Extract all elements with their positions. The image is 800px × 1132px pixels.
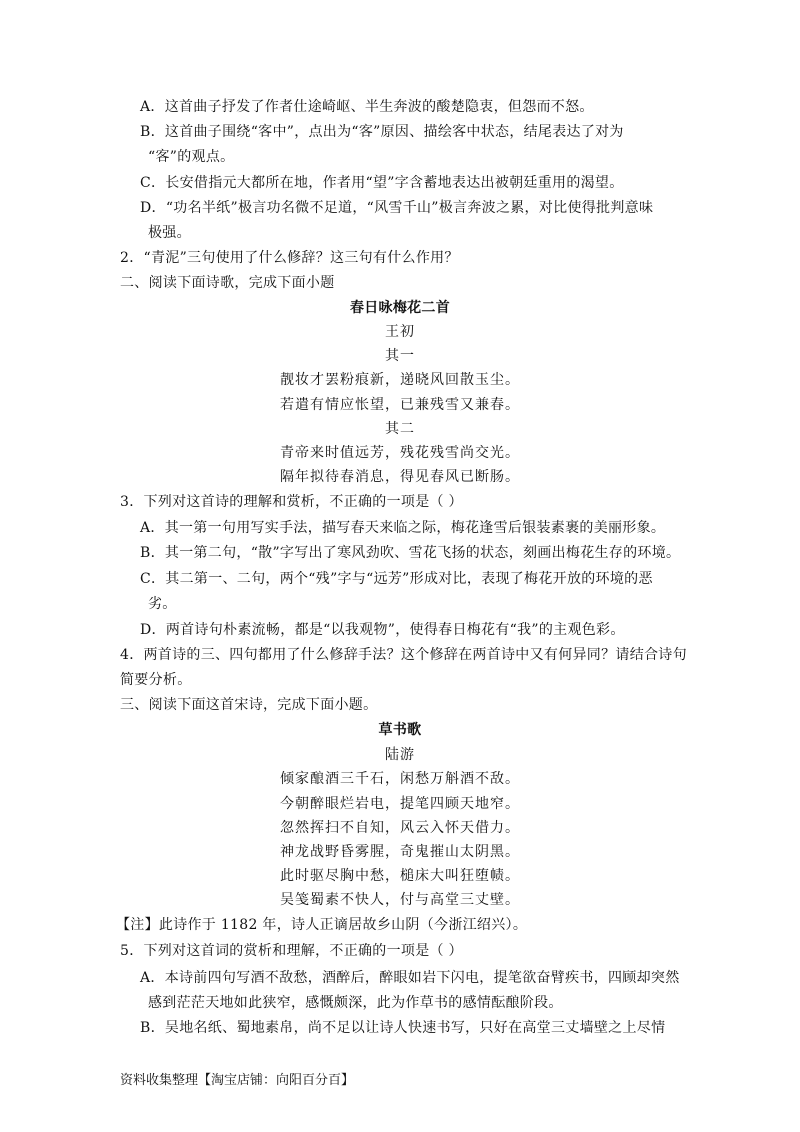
- section-2-heading: 二、阅读下面诗歌，完成下面小题: [120, 275, 335, 291]
- poem-2-title: 草书歌: [378, 722, 422, 738]
- poem-2-line: 吴笺蜀素不快人，付与高堂三丈壁。: [280, 892, 520, 908]
- question-2: 2．“青泥”三句使用了什么修辞？这三句有什么作用？: [120, 250, 459, 266]
- poem-1-line: 若遣有情应怅望，已兼残雪又兼春。: [280, 397, 520, 413]
- poem-2-author: 陆游: [385, 747, 415, 763]
- poem-note: 【注】此诗作于 1182 年，诗人正谪居故乡山阴（今浙江绍兴）。: [116, 917, 528, 933]
- q1-option-d-cont: 极强。: [148, 225, 191, 241]
- q3-option-b: B．其一第二句，“散”字写出了寒风劲吹、雪花飞扬的状态，刻画出梅花生存的环境。: [140, 545, 681, 561]
- question-3: 3．下列对这首诗的理解和赏析，不正确的一项是（ ）: [120, 494, 463, 510]
- poem-1-line: 隔年拟待春消息，得见春风已断肠。: [280, 469, 520, 485]
- poem-2-line: 倾家酿酒三千石，闲愁万斛酒不敌。: [280, 771, 520, 787]
- q5-option-a: A．本诗前四句写酒不敌愁，酒醉后，醉眼如岩下闪电，提笔欲奋臂疾书，四顾却突然: [140, 970, 680, 986]
- q1-option-c: C．长安借指元大都所在地，作者用“望”字含蓄地表达出被朝廷重用的渴望。: [140, 175, 624, 191]
- poem-1-title: 春日咏梅花二首: [349, 300, 451, 316]
- question-4: 4．两首诗的三、四句都用了什么修辞手法？这个修辞在两首诗中又有何异同？请结合诗句: [120, 647, 687, 663]
- poem-1-line: 靓妆才罢粉痕新，递晓风回散玉尘。: [280, 372, 520, 388]
- q3-option-c-cont: 劣。: [148, 596, 177, 612]
- q1-option-b-cont: “客”的观点。: [148, 149, 235, 165]
- poem-2-line: 此时驱尽胸中愁，槌床大叫狂堕帻。: [280, 868, 520, 884]
- poem-1-part-1: 其一: [385, 348, 415, 364]
- poem-1-part-2: 其二: [385, 421, 415, 437]
- poem-2-line: 今朝醉眼烂岩电，提笔四顾天地窄。: [280, 796, 520, 812]
- q1-option-a: A．这首曲子抒发了作者仕途崎岖、半生奔波的酸楚隐衷，但怨而不怒。: [140, 99, 594, 115]
- section-3-heading: 三、阅读下面这首宋诗，完成下面小题。: [120, 697, 378, 713]
- q5-option-b: B．吴地名纸、蜀地素帛，尚不足以让诗人快速书写，只好在高堂三丈墙壁之上尽情: [140, 1020, 666, 1036]
- q3-option-c: C．其二第一、二句，两个“残”字与“远芳”形成对比，表现了梅花开放的环境的恶: [140, 571, 653, 587]
- q3-option-a: A．其一第一句用写实手法，描写春天来临之际，梅花逢雪后银装素裹的美丽形象。: [140, 520, 666, 536]
- poem-1-line: 青帝来时值远芳，残花残雪尚交光。: [280, 445, 520, 461]
- q3-option-d: D．两首诗句朴素流畅，都是“以我观物”，使得春日梅花有“我”的主观色彩。: [140, 622, 625, 638]
- q5-option-a-cont: 感到茫茫天地如此狭窄，感慨颇深，此为作草书的感情酝酿阶段。: [148, 995, 563, 1011]
- page-footer: 资料收集整理【淘宝店铺：向阳百分百】: [120, 1073, 355, 1088]
- q1-option-d: D．“功名半纸”极言功名微不足道，“风雪千山”极言奔波之累，对比使得批判意味: [140, 200, 654, 216]
- poem-1-author: 王初: [385, 324, 415, 340]
- q1-option-b: B．这首曲子围绕“客中”，点出为“客”原因、描绘客中状态，结尾表达了对为: [140, 124, 624, 140]
- poem-2-line: 忽然挥扫不自知，风云入怀天借力。: [280, 820, 520, 836]
- question-5: 5．下列对这首词的赏析和理解，不正确的一项是（ ）: [120, 943, 463, 959]
- poem-2-line: 神龙战野昏雾腥，奇鬼摧山太阴黑。: [280, 844, 520, 860]
- question-4-cont: 简要分析。: [120, 672, 192, 688]
